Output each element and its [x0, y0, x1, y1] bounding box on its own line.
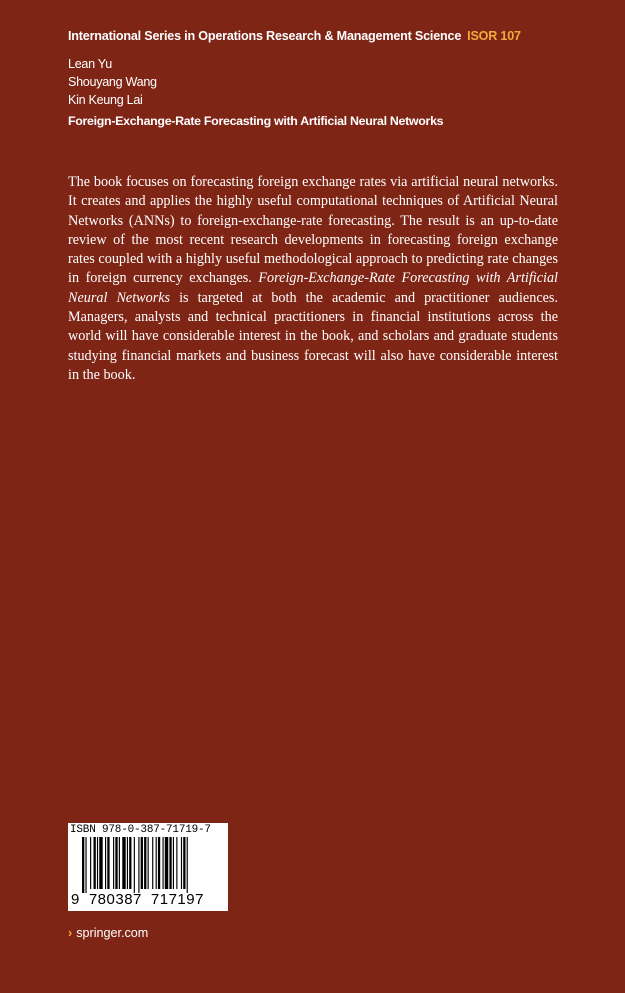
- series-line: [68, 29, 521, 43]
- barcode-bars: [68, 837, 228, 893]
- barcode-bar: [138, 837, 139, 893]
- publisher-link[interactable]: [68, 926, 148, 940]
- barcode-bar: [122, 837, 125, 889]
- barcode-bar: [181, 837, 182, 889]
- barcode-digit-group: 780387: [88, 891, 142, 908]
- barcode-bar: [119, 837, 120, 889]
- book-description: [68, 173, 558, 385]
- barcode-bar: [163, 837, 164, 889]
- description-italic-title: Foreign-Exchange-Rate Forecasting with Artificial Neural Networks: [68, 270, 558, 306]
- barcode-bar: [187, 837, 188, 893]
- barcode-bar: [115, 837, 117, 889]
- barcode-bar: [113, 837, 114, 889]
- barcode-bar: [173, 837, 174, 889]
- barcode-bar: [94, 837, 96, 889]
- description-text: is targeted at both the academic and practitioner audiences. Managers, analysts and technical practitioners in financial institutions across the world will have considerable interest in the book, and scholars and graduate students studying financial markets and business forecast will also have considerable interest in the book.: [68, 289, 558, 383]
- barcode-bar: [165, 837, 168, 889]
- barcode-bar: [176, 837, 177, 889]
- chevron-right-icon: ›: [68, 926, 73, 940]
- author-name: Kin Keung Lai: [68, 93, 143, 107]
- barcode-bar: [144, 837, 146, 889]
- isbn-label: ISBN 978-0-387-71719-7: [70, 824, 211, 836]
- barcode-bar: [134, 837, 135, 893]
- author-name: Lean Yu: [68, 57, 112, 71]
- barcode-bar: [82, 837, 84, 893]
- barcode-bar: [148, 837, 149, 889]
- description-text: The book focuses on forecasting foreign exchange rates via artificial neural networks. It creates and applies the highly useful computational techniques of Artificial Neural Networks (ANNs) to foreign-exchange-rate forecasting. The result is an up-to-date review of the most recent research developments in forecasting foreign exchange rates coupled with a highly useful methodological approach to predicting rate changes in foreign currency exchanges.: [68, 174, 558, 287]
- barcode-bar: [105, 837, 106, 889]
- barcode-bar: [129, 837, 131, 889]
- barcode-digit-group: 717197: [150, 891, 204, 908]
- author-list: [68, 55, 157, 109]
- barcode-bar: [85, 837, 86, 893]
- barcode-bar: [183, 837, 185, 889]
- barcode-bar: [99, 837, 102, 889]
- barcode-bar: [158, 837, 160, 889]
- barcode-digits: [71, 891, 213, 908]
- barcode-bar: [90, 837, 91, 889]
- barcode-bar: [141, 837, 143, 889]
- barcode-bar: [127, 837, 128, 889]
- publisher-url: springer.com: [76, 926, 149, 940]
- author-name: Shouyang Wang: [68, 75, 157, 89]
- barcode-bar: [169, 837, 171, 889]
- series-name: International Series in Operations Research & Management Science: [68, 29, 462, 43]
- barcode-bar: [97, 837, 98, 889]
- barcode-digit-group: 9: [71, 891, 80, 908]
- isbn-barcode: [68, 823, 228, 911]
- series-number: ISOR 107: [467, 29, 521, 43]
- barcode-bar: [152, 837, 153, 889]
- book-title: Foreign-Exchange-Rate Forecasting with Artificial Neural Networks: [68, 114, 444, 128]
- barcode-bar: [156, 837, 157, 889]
- barcode-bar: [107, 837, 109, 889]
